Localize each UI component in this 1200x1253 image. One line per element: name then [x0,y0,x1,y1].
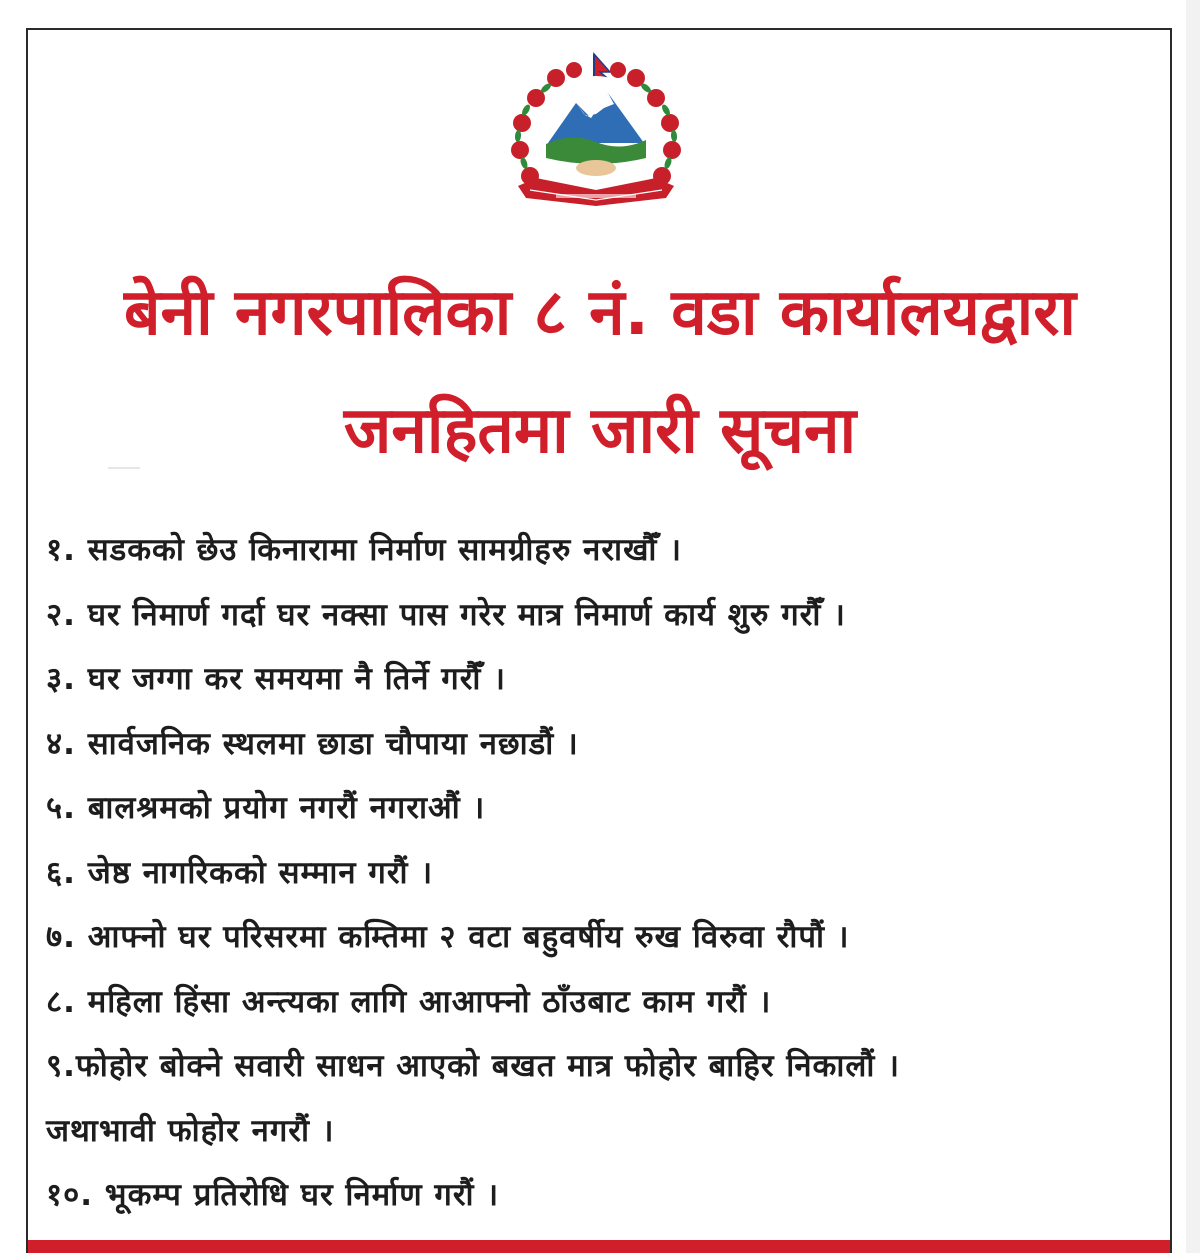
notice-item: ३. घर जग्गा कर समयमा नै तिर्ने गरौँ । [46,661,506,697]
notice-item: ८. महिला हिंसा अन्त्यका लागि आआफ्नो ठाँउबाट काम गरौं । [46,983,772,1020]
notice-item: ४. सार्वजनिक स्थलमा छाडा चौपाया नछाडौं । [46,725,579,762]
notice-item: ५. बालश्रमको प्रयोग नगरौं नगराऔं । [46,790,486,826]
notice-title-line-2: जनहितमा जारी सूचना [343,394,857,468]
notice-item: १०. भूकम्प प्रतिरोधि घर निर्माण गरौं । [46,1177,500,1213]
nepal-emblem-icon [496,48,696,218]
notice-list [46,520,1166,1230]
notice-item: ७. आफ्नो घर परिसरमा कम्तिमा २ वटा बहुवर्षीय रुख विरुवा रौपौं । [46,919,850,955]
divider [108,467,140,469]
page-edge [1186,0,1200,1253]
notice-item: १. सडकको छेउ किनारामा निर्माण सामग्रीहरु नराखौँ । [46,532,682,568]
notice-item: ६. जेष्ठ नागरिकको सम्मान गरौं । [46,854,434,891]
notice-item: ९.फोहोर बोक्ने सवारी साधन आएको बखत मात्र फोहोर बाहिर निकालौं । [46,1048,900,1084]
notice-item: २. घर निमार्ण गर्दा घर नक्सा पास गरेर मात्र निमार्ण कार्य शुरु गरौँ । [46,596,846,633]
notice-item: जथाभावी फोहोर नगरौं । [46,1112,335,1149]
bottom-red-bar [28,1240,1170,1253]
notice-title-line-1: बेनी नगरपालिका ८ नं. वडा कार्यालयद्वारा [124,276,1076,350]
